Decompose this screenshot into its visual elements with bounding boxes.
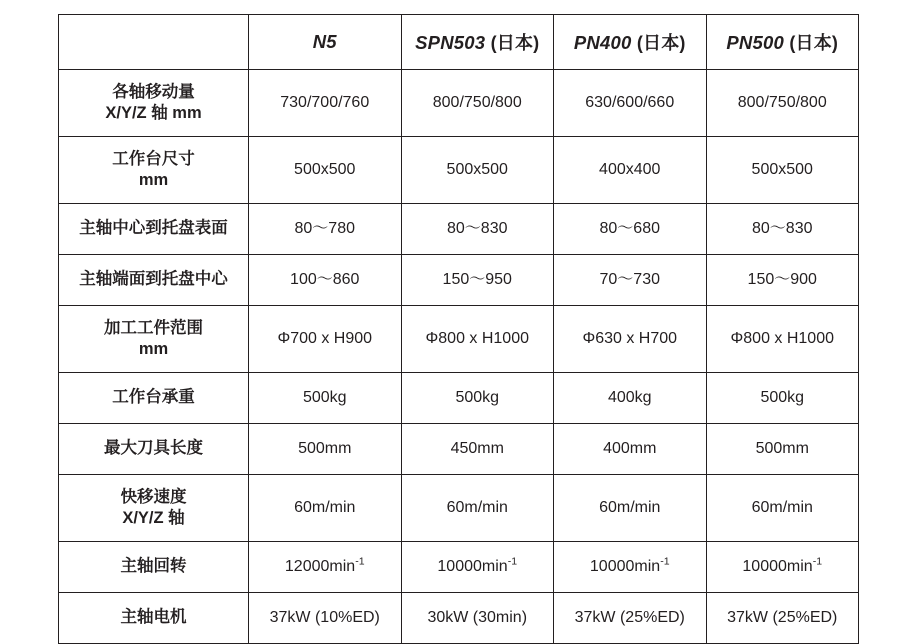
cell-value: 400mm bbox=[603, 440, 657, 457]
cell-value-superscript: -1 bbox=[355, 555, 365, 568]
cell-value: 70～730 bbox=[599, 271, 660, 288]
header-model-4: PN500 bbox=[726, 32, 784, 53]
row-label-line: 主轴回转 bbox=[120, 557, 187, 576]
header-model-2: SPN503 bbox=[415, 32, 486, 53]
table-cell bbox=[706, 137, 859, 204]
table-cell bbox=[706, 542, 859, 593]
table-row bbox=[59, 306, 859, 373]
row-label-line: 工作台尺寸 bbox=[112, 149, 195, 168]
cell-value: 500x500 bbox=[446, 161, 508, 178]
table-cell bbox=[554, 70, 707, 137]
cell-value: 80～830 bbox=[752, 220, 813, 237]
table-cell bbox=[249, 70, 402, 137]
cell-value-superscript: -1 bbox=[660, 555, 670, 568]
row-label-line: mm bbox=[138, 340, 169, 358]
table-cell bbox=[249, 542, 402, 593]
cell-value: Φ630 x H700 bbox=[582, 330, 678, 347]
table-cell bbox=[706, 475, 859, 542]
cell-value: 150～950 bbox=[442, 271, 512, 288]
table-row bbox=[59, 542, 859, 593]
table-header bbox=[59, 15, 859, 70]
table-cell bbox=[554, 475, 707, 542]
specification-table bbox=[58, 14, 859, 644]
cell-value: 400kg bbox=[607, 389, 652, 406]
cell-value: 500kg bbox=[302, 389, 347, 406]
table-row bbox=[59, 373, 859, 424]
table-cell bbox=[249, 306, 402, 373]
row-label-line: 主轴电机 bbox=[120, 608, 187, 627]
table-row bbox=[59, 204, 859, 255]
cell-value: 10000min bbox=[589, 558, 661, 575]
row-label-line: 主轴端面到托盘中心 bbox=[79, 270, 228, 289]
cell-value-superscript: -1 bbox=[812, 555, 823, 568]
table-row bbox=[59, 593, 859, 644]
row-label-line: 各轴移动量 bbox=[112, 82, 195, 101]
cell-value: 80～680 bbox=[599, 220, 660, 237]
cell-value-superscript: -1 bbox=[507, 555, 518, 568]
row-label-line: 最大刀具长度 bbox=[104, 439, 203, 458]
row-label bbox=[59, 204, 249, 255]
table-cell bbox=[554, 593, 707, 644]
table-cell bbox=[554, 424, 707, 475]
table-cell bbox=[249, 255, 402, 306]
table-cell bbox=[401, 306, 554, 373]
row-label-line: X/Y/Z 轴 mm bbox=[105, 104, 202, 122]
cell-value: 500mm bbox=[755, 440, 809, 457]
header-row bbox=[59, 15, 859, 70]
cell-value: 630/600/660 bbox=[585, 94, 675, 111]
cell-value: 80～830 bbox=[447, 220, 508, 237]
cell-value: 500x500 bbox=[751, 161, 813, 178]
row-label-line: 主轴中心到托盘表面 bbox=[79, 219, 228, 238]
header-col-3 bbox=[554, 15, 707, 70]
cell-value: 80～780 bbox=[294, 220, 355, 237]
cell-value: 10000min bbox=[437, 558, 508, 575]
row-label-line: 加工工件范围 bbox=[104, 318, 203, 337]
table-row bbox=[59, 424, 859, 475]
cell-value: 500kg bbox=[760, 389, 805, 406]
cell-value: 37kW (10%ED) bbox=[269, 609, 380, 626]
cell-value: 500mm bbox=[298, 440, 352, 457]
table-cell bbox=[706, 70, 859, 137]
table-cell bbox=[401, 475, 554, 542]
table-row bbox=[59, 70, 859, 137]
table-cell bbox=[401, 137, 554, 204]
table-cell bbox=[706, 306, 859, 373]
table-row bbox=[59, 475, 859, 542]
table-cell bbox=[706, 593, 859, 644]
cell-value: 500x500 bbox=[294, 161, 356, 178]
table-cell bbox=[706, 424, 859, 475]
table-cell bbox=[554, 306, 707, 373]
table-body bbox=[59, 70, 859, 644]
table-cell bbox=[249, 424, 402, 475]
table-cell bbox=[401, 204, 554, 255]
table-cell bbox=[401, 373, 554, 424]
table-cell bbox=[554, 373, 707, 424]
cell-value: 60m/min bbox=[446, 499, 508, 516]
table-cell bbox=[401, 593, 554, 644]
cell-value: 150～900 bbox=[747, 271, 817, 288]
cell-value: 450mm bbox=[450, 440, 504, 457]
table-row bbox=[59, 255, 859, 306]
row-label-line: X/Y/Z 轴 bbox=[122, 509, 185, 527]
row-label bbox=[59, 70, 249, 137]
table-cell bbox=[706, 373, 859, 424]
cell-value: 60m/min bbox=[599, 499, 661, 516]
header-model-1: N5 bbox=[312, 31, 337, 52]
cell-value: 60m/min bbox=[294, 499, 356, 516]
row-label bbox=[59, 542, 249, 593]
cell-value: 800/750/800 bbox=[737, 94, 827, 111]
header-col-1 bbox=[249, 15, 402, 70]
header-col-2 bbox=[401, 15, 554, 70]
row-label bbox=[59, 306, 249, 373]
spec-table-container bbox=[58, 14, 858, 644]
cell-value: 10000min bbox=[742, 558, 813, 575]
cell-value: 37kW (25%ED) bbox=[727, 609, 838, 626]
row-label bbox=[59, 373, 249, 424]
cell-value: 37kW (25%ED) bbox=[574, 609, 685, 626]
table-cell bbox=[249, 373, 402, 424]
table-cell bbox=[554, 137, 707, 204]
row-label bbox=[59, 424, 249, 475]
table-cell bbox=[249, 593, 402, 644]
row-label-line: 工作台承重 bbox=[112, 388, 195, 407]
table-cell bbox=[554, 204, 707, 255]
header-col-4 bbox=[706, 15, 859, 70]
table-cell bbox=[401, 542, 554, 593]
table-cell bbox=[706, 255, 859, 306]
row-label-line: 快移速度 bbox=[120, 487, 187, 506]
cell-value: 730/700/760 bbox=[280, 94, 370, 111]
cell-value: 60m/min bbox=[751, 499, 813, 516]
table-cell bbox=[401, 255, 554, 306]
header-model-3: PN400 bbox=[573, 32, 632, 53]
header-origin-3: (日本) bbox=[636, 33, 686, 53]
row-label bbox=[59, 475, 249, 542]
row-label bbox=[59, 593, 249, 644]
table-cell bbox=[401, 424, 554, 475]
header-origin-2: (日本) bbox=[490, 33, 540, 53]
table-cell bbox=[706, 204, 859, 255]
cell-value: 500kg bbox=[455, 389, 500, 406]
row-label bbox=[59, 255, 249, 306]
header-corner-cell bbox=[59, 15, 249, 70]
table-cell bbox=[554, 255, 707, 306]
cell-value: 30kW (30min) bbox=[427, 609, 528, 626]
cell-value: 100～860 bbox=[290, 271, 360, 288]
table-cell bbox=[401, 70, 554, 137]
row-label-line: mm bbox=[138, 171, 169, 189]
cell-value: 12000min bbox=[284, 558, 356, 575]
cell-value: 400x400 bbox=[599, 161, 661, 178]
table-row bbox=[59, 137, 859, 204]
row-label bbox=[59, 137, 249, 204]
header-origin-4: (日本) bbox=[789, 33, 839, 53]
table-cell bbox=[249, 204, 402, 255]
cell-value: Φ700 x H900 bbox=[277, 330, 373, 347]
cell-value: Φ800 x H1000 bbox=[730, 330, 834, 347]
table-cell bbox=[249, 137, 402, 204]
cell-value: 800/750/800 bbox=[432, 94, 522, 111]
table-cell bbox=[554, 542, 707, 593]
cell-value: Φ800 x H1000 bbox=[425, 330, 529, 347]
table-cell bbox=[249, 475, 402, 542]
